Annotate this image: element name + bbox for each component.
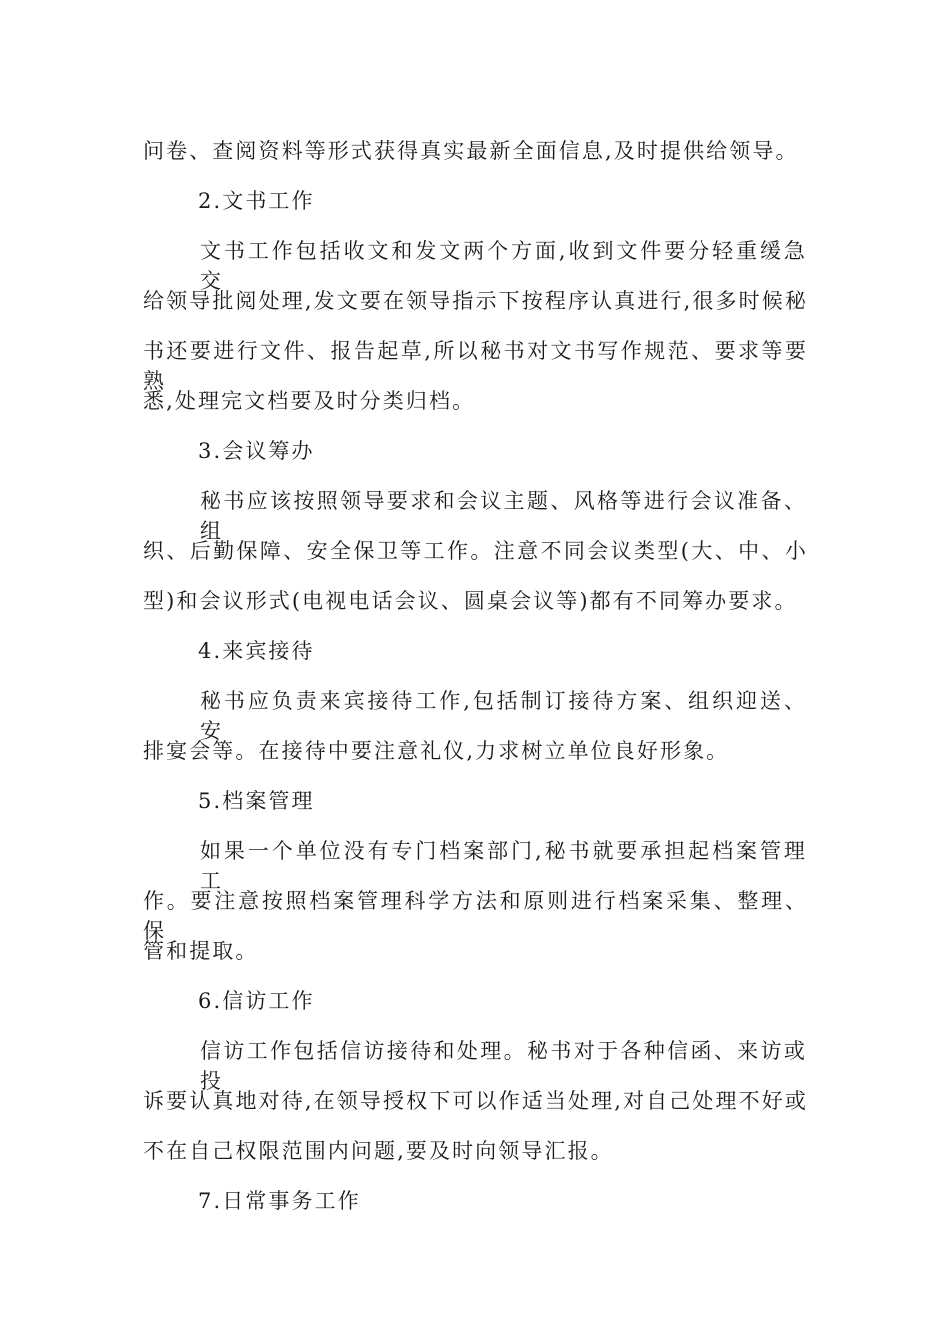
body-text-line: 排宴会等。在接待中要注意礼仪,力求树立单位良好形象。	[143, 739, 730, 763]
section-heading: 3.会议筹办	[198, 439, 315, 463]
section-heading: 4.来宾接待	[198, 639, 315, 663]
body-text-line: 书还要进行文件、报告起草,所以秘书对文书写作规范、要求等要熟	[143, 339, 808, 393]
section-heading: 5.档案管理	[198, 789, 315, 813]
body-text-line: 文书工作包括收文和发文两个方面,收到文件要分轻重缓急交	[200, 239, 807, 293]
body-text-line: 悉,处理完文档要及时分类归档。	[143, 389, 476, 413]
body-text-line: 型)和会议形式(电视电话会议、圆桌会议等)都有不同筹办要求。	[143, 589, 798, 613]
section-heading: 2.文书工作	[198, 189, 315, 213]
section-heading: 6.信访工作	[198, 989, 315, 1013]
body-text-line: 信访工作包括信访接待和处理。秘书对于各种信函、来访或投	[200, 1039, 807, 1093]
body-text-line: 如果一个单位没有专门档案部门,秘书就要承担起档案管理工	[200, 839, 807, 893]
body-text-line: 诉要认真地对待,在领导授权下可以作适当处理,对自己处理不好或	[143, 1089, 808, 1113]
body-text-line: 不在自己权限范围内问题,要及时向领导汇报。	[143, 1139, 614, 1163]
body-text-line: 秘书应该按照领导要求和会议主题、风格等进行会议准备、组	[200, 489, 807, 543]
body-text-line: 织、后勤保障、安全保卫等工作。注意不同会议类型(大、中、小	[143, 539, 808, 563]
section-heading: 7.日常事务工作	[198, 1189, 361, 1213]
body-text-line: 作。要注意按照档案管理科学方法和原则进行档案采集、整理、保	[143, 889, 808, 943]
body-text-line: 问卷、查阅资料等形式获得真实最新全面信息,及时提供给领导。	[143, 139, 799, 163]
body-text-line: 管和提取。	[143, 939, 259, 963]
body-text-line: 秘书应负责来宾接待工作,包括制订接待方案、组织迎送、安	[200, 689, 807, 743]
body-text-line: 给领导批阅处理,发文要在领导指示下按程序认真进行,很多时候秘	[143, 289, 808, 313]
